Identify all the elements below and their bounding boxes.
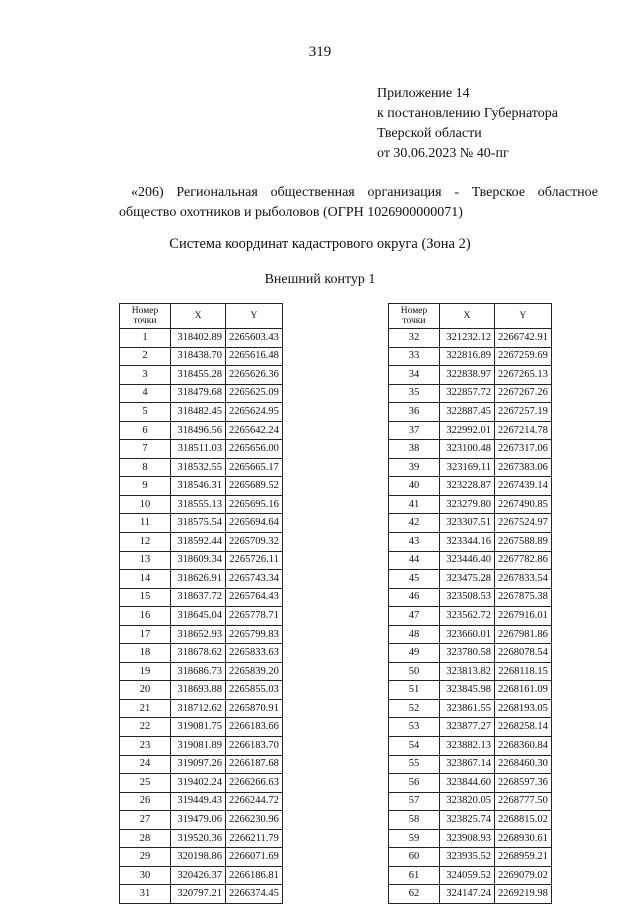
y-cell: 2267267.26	[495, 384, 552, 403]
table-row	[120, 477, 283, 496]
table-row	[120, 755, 283, 774]
point-number-cell: 28	[120, 829, 171, 848]
y-cell: 2267214.78	[495, 421, 552, 440]
point-number-cell: 62	[389, 885, 440, 904]
x-cell: 318626.91	[171, 570, 226, 589]
coordinate-system-title: Система координат кадастрового округа (Зона 2)	[169, 236, 471, 252]
point-number-cell: 5	[120, 403, 171, 422]
x-header: X	[171, 304, 226, 329]
y-cell: 2268597.36	[495, 774, 552, 793]
y-cell: 2267265.13	[495, 366, 552, 385]
y-cell: 2267916.01	[495, 607, 552, 626]
point-number-cell: 46	[389, 588, 440, 607]
point-number-cell: 32	[389, 329, 440, 348]
x-cell: 318712.62	[171, 699, 226, 718]
point-number-cell: 1	[120, 329, 171, 348]
y-cell: 2265656.00	[226, 440, 283, 459]
x-cell: 323307.51	[440, 514, 495, 533]
table-row	[120, 458, 283, 477]
x-cell: 323562.72	[440, 607, 495, 626]
y-cell: 2265626.36	[226, 366, 283, 385]
x-cell: 323820.05	[440, 792, 495, 811]
table-row	[120, 421, 283, 440]
y-cell: 2265839.20	[226, 662, 283, 681]
table-row	[389, 774, 552, 793]
x-cell: 318645.04	[171, 607, 226, 626]
appendix-line: к постановлению Губернатора	[377, 106, 558, 121]
y-cell: 2268193.05	[495, 699, 552, 718]
y-cell: 2268258.14	[495, 718, 552, 737]
x-cell: 323845.98	[440, 681, 495, 700]
x-cell: 318637.72	[171, 588, 226, 607]
x-cell: 320426.37	[171, 866, 226, 885]
point-number-cell: 37	[389, 421, 440, 440]
table-row	[389, 533, 552, 552]
point-number-cell: 30	[120, 866, 171, 885]
table-header-row	[120, 304, 283, 329]
point-number-cell: 56	[389, 774, 440, 793]
y-cell: 2265764.43	[226, 588, 283, 607]
point-number-cell: 41	[389, 495, 440, 514]
point-number-cell: 11	[120, 514, 171, 533]
x-cell: 319402.24	[171, 774, 226, 793]
point-number-cell: 48	[389, 625, 440, 644]
y-cell: 2268777.50	[495, 792, 552, 811]
point-number-cell: 59	[389, 829, 440, 848]
appendix-line: Приложение 14	[377, 86, 470, 101]
table-row	[120, 885, 283, 904]
point-number-cell: 44	[389, 551, 440, 570]
x-cell: 319520.36	[171, 829, 226, 848]
point-number-cell: 49	[389, 644, 440, 663]
point-number-cell: 6	[120, 421, 171, 440]
x-cell: 318592.44	[171, 533, 226, 552]
point-number-cell: 33	[389, 347, 440, 366]
x-cell: 318511.03	[171, 440, 226, 459]
y-cell: 2269219.98	[495, 885, 552, 904]
point-number-cell: 16	[120, 607, 171, 626]
table-row	[120, 570, 283, 589]
x-cell: 318678.62	[171, 644, 226, 663]
table-row	[389, 737, 552, 756]
y-cell: 2268930.61	[495, 829, 552, 848]
x-cell: 318532.55	[171, 458, 226, 477]
y-cell: 2267317.06	[495, 440, 552, 459]
point-number-cell: 7	[120, 440, 171, 459]
table-row	[120, 384, 283, 403]
table-row	[120, 811, 283, 830]
table-row	[389, 866, 552, 885]
point-number-cell: 25	[120, 774, 171, 793]
x-cell: 319097.26	[171, 755, 226, 774]
x-cell: 318546.31	[171, 477, 226, 496]
table-row	[120, 366, 283, 385]
point-number-cell: 10	[120, 495, 171, 514]
coordinates-table-left	[119, 303, 283, 904]
point-number-cell: 26	[120, 792, 171, 811]
y-cell: 2267259.69	[495, 347, 552, 366]
table-row	[389, 718, 552, 737]
table-row	[389, 848, 552, 867]
y-cell: 2266186.81	[226, 866, 283, 885]
x-cell: 323867.14	[440, 755, 495, 774]
point-number-cell: 38	[389, 440, 440, 459]
table-row	[120, 347, 283, 366]
x-cell: 319479.06	[171, 811, 226, 830]
y-cell: 2267383.06	[495, 458, 552, 477]
point-number-cell: 18	[120, 644, 171, 663]
coordinates-table-right	[388, 303, 552, 904]
y-cell: 2267833.54	[495, 570, 552, 589]
y-cell: 2265799.83	[226, 625, 283, 644]
x-cell: 323169.11	[440, 458, 495, 477]
y-header: Y	[226, 304, 283, 329]
table-row	[120, 514, 283, 533]
table-row	[389, 514, 552, 533]
y-cell: 2267439.14	[495, 477, 552, 496]
y-cell: 2265694.64	[226, 514, 283, 533]
point-number-cell: 9	[120, 477, 171, 496]
x-cell: 323861.55	[440, 699, 495, 718]
table-row	[389, 440, 552, 459]
appendix-line: от 30.06.2023 № 40-пг	[377, 146, 509, 161]
table-row	[389, 366, 552, 385]
x-cell: 323228.87	[440, 477, 495, 496]
x-cell: 318455.28	[171, 366, 226, 385]
table-row	[120, 829, 283, 848]
table-row	[120, 644, 283, 663]
y-cell: 2265743.34	[226, 570, 283, 589]
point-number-cell: 53	[389, 718, 440, 737]
appendix-header	[377, 84, 558, 164]
x-cell: 322887.45	[440, 403, 495, 422]
y-cell: 2266211.79	[226, 829, 283, 848]
table-row	[389, 829, 552, 848]
table-row	[120, 551, 283, 570]
y-cell: 2267588.89	[495, 533, 552, 552]
y-cell: 2268118.15	[495, 662, 552, 681]
table-row	[120, 774, 283, 793]
y-cell: 2265726.11	[226, 551, 283, 570]
x-cell: 318652.93	[171, 625, 226, 644]
x-cell: 318686.73	[171, 662, 226, 681]
table-row	[389, 384, 552, 403]
table-row	[389, 477, 552, 496]
y-cell: 2266742.91	[495, 329, 552, 348]
y-cell: 2268460.30	[495, 755, 552, 774]
point-number-cell: 47	[389, 607, 440, 626]
x-cell: 318479.68	[171, 384, 226, 403]
point-number-cell: 36	[389, 403, 440, 422]
y-cell: 2268161.09	[495, 681, 552, 700]
table-row	[389, 347, 552, 366]
point-number-cell: 3	[120, 366, 171, 385]
x-cell: 319449.43	[171, 792, 226, 811]
x-cell: 322816.89	[440, 347, 495, 366]
x-cell: 323508.53	[440, 588, 495, 607]
contour-title: Внешний контур 1	[264, 272, 376, 287]
point-number-cell: 13	[120, 551, 171, 570]
table-row	[389, 588, 552, 607]
x-cell: 322992.01	[440, 421, 495, 440]
y-cell: 2265603.43	[226, 329, 283, 348]
table-row	[120, 495, 283, 514]
x-cell: 323660.01	[440, 625, 495, 644]
y-cell: 2265695.16	[226, 495, 283, 514]
x-cell: 318438.70	[171, 347, 226, 366]
x-cell: 319081.75	[171, 718, 226, 737]
point-number-cell: 40	[389, 477, 440, 496]
y-cell: 2266230.96	[226, 811, 283, 830]
y-cell: 2267257.19	[495, 403, 552, 422]
y-header: Y	[495, 304, 552, 329]
x-cell: 323446.40	[440, 551, 495, 570]
table-row	[389, 755, 552, 774]
x-cell: 323844.60	[440, 774, 495, 793]
point-number-cell: 50	[389, 662, 440, 681]
point-number-cell: 20	[120, 681, 171, 700]
table-row	[389, 699, 552, 718]
point-number-cell: 2	[120, 347, 171, 366]
x-cell: 322838.97	[440, 366, 495, 385]
x-cell: 318555.13	[171, 495, 226, 514]
x-header: X	[440, 304, 495, 329]
point-number-cell: 39	[389, 458, 440, 477]
y-cell: 2265855.03	[226, 681, 283, 700]
table-row	[389, 681, 552, 700]
table-row	[389, 403, 552, 422]
x-cell: 318609.34	[171, 551, 226, 570]
y-cell: 2266071.69	[226, 848, 283, 867]
organization-text: «206) Региональная общественная организация - Тверское областное общество охотников и рыболовов (ОГРН 1026900000071)	[119, 185, 598, 220]
point-number-cell: 35	[389, 384, 440, 403]
point-number-cell: 43	[389, 533, 440, 552]
y-cell: 2268815.02	[495, 811, 552, 830]
point-number-cell: 45	[389, 570, 440, 589]
y-cell: 2265624.95	[226, 403, 283, 422]
table-row	[389, 792, 552, 811]
table-row	[120, 533, 283, 552]
point-number-cell: 55	[389, 755, 440, 774]
x-cell: 323882.13	[440, 737, 495, 756]
table-row	[120, 681, 283, 700]
point-number-cell: 54	[389, 737, 440, 756]
y-cell: 2265833.63	[226, 644, 283, 663]
table-row	[120, 329, 283, 348]
point-number-cell: 24	[120, 755, 171, 774]
point-number-cell: 42	[389, 514, 440, 533]
point-number-cell: 29	[120, 848, 171, 867]
y-cell: 2267981.86	[495, 625, 552, 644]
x-cell: 323279.80	[440, 495, 495, 514]
point-number-cell: 14	[120, 570, 171, 589]
x-cell: 318496.56	[171, 421, 226, 440]
y-cell: 2267782.86	[495, 551, 552, 570]
table-row	[389, 458, 552, 477]
table-row	[120, 403, 283, 422]
point-number-cell: 22	[120, 718, 171, 737]
x-cell: 320198.86	[171, 848, 226, 867]
x-cell: 323935.52	[440, 848, 495, 867]
x-cell: 318402.89	[171, 329, 226, 348]
table-row	[389, 495, 552, 514]
y-cell: 2265625.09	[226, 384, 283, 403]
y-cell: 2265665.17	[226, 458, 283, 477]
y-cell: 2265709.32	[226, 533, 283, 552]
table-header-row	[389, 304, 552, 329]
y-cell: 2268360.84	[495, 737, 552, 756]
x-cell: 322857.72	[440, 384, 495, 403]
y-cell: 2269079.02	[495, 866, 552, 885]
point-number-cell: 4	[120, 384, 171, 403]
x-cell: 323344.16	[440, 533, 495, 552]
y-cell: 2266266.63	[226, 774, 283, 793]
point-number-cell: 19	[120, 662, 171, 681]
table-row	[120, 718, 283, 737]
point-number-header: Номер точки	[389, 304, 440, 329]
table-row	[389, 885, 552, 904]
x-cell: 323475.28	[440, 570, 495, 589]
point-number-cell: 61	[389, 866, 440, 885]
table-row	[120, 662, 283, 681]
point-number-cell: 51	[389, 681, 440, 700]
table-row	[389, 662, 552, 681]
point-number-cell: 52	[389, 699, 440, 718]
point-number-cell: 58	[389, 811, 440, 830]
x-cell: 319081.89	[171, 737, 226, 756]
table-row	[120, 440, 283, 459]
y-cell: 2266183.66	[226, 718, 283, 737]
y-cell: 2268959.21	[495, 848, 552, 867]
point-number-cell: 60	[389, 848, 440, 867]
point-number-cell: 23	[120, 737, 171, 756]
x-cell: 323877.27	[440, 718, 495, 737]
table-row	[120, 607, 283, 626]
y-cell: 2265778.71	[226, 607, 283, 626]
table-row	[120, 866, 283, 885]
y-cell: 2268078.54	[495, 644, 552, 663]
y-cell: 2265642.24	[226, 421, 283, 440]
point-number-cell: 31	[120, 885, 171, 904]
point-number-cell: 17	[120, 625, 171, 644]
y-cell: 2267875.38	[495, 588, 552, 607]
y-cell: 2266187.68	[226, 755, 283, 774]
x-cell: 318575.54	[171, 514, 226, 533]
y-cell: 2265689.52	[226, 477, 283, 496]
point-number-cell: 8	[120, 458, 171, 477]
y-cell: 2267490.85	[495, 495, 552, 514]
table-row	[120, 737, 283, 756]
table-row	[120, 792, 283, 811]
point-number-cell: 57	[389, 792, 440, 811]
y-cell: 2265616.48	[226, 347, 283, 366]
point-number-cell: 12	[120, 533, 171, 552]
x-cell: 324147.24	[440, 885, 495, 904]
x-cell: 323780.58	[440, 644, 495, 663]
table-row	[120, 625, 283, 644]
page-number: 319	[308, 44, 332, 60]
y-cell: 2266244.72	[226, 792, 283, 811]
point-number-header: Номер точки	[120, 304, 171, 329]
point-number-cell: 34	[389, 366, 440, 385]
point-number-cell: 21	[120, 699, 171, 718]
point-number-cell: 15	[120, 588, 171, 607]
table-row	[389, 625, 552, 644]
x-cell: 323825.74	[440, 811, 495, 830]
y-cell: 2265870.91	[226, 699, 283, 718]
x-cell: 320797.21	[171, 885, 226, 904]
x-cell: 321232.12	[440, 329, 495, 348]
table-row	[389, 607, 552, 626]
x-cell: 318693.88	[171, 681, 226, 700]
table-row	[120, 848, 283, 867]
table-row	[389, 329, 552, 348]
x-cell: 323908.93	[440, 829, 495, 848]
table-row	[389, 811, 552, 830]
y-cell: 2266183.70	[226, 737, 283, 756]
table-row	[120, 588, 283, 607]
y-cell: 2266374.45	[226, 885, 283, 904]
table-row	[389, 421, 552, 440]
x-cell: 323100.48	[440, 440, 495, 459]
appendix-line: Тверской области	[377, 126, 482, 141]
table-row	[120, 699, 283, 718]
point-number-cell: 27	[120, 811, 171, 830]
table-row	[389, 644, 552, 663]
table-row	[389, 551, 552, 570]
x-cell: 323813.82	[440, 662, 495, 681]
x-cell: 318482.45	[171, 403, 226, 422]
x-cell: 324059.52	[440, 866, 495, 885]
y-cell: 2267524.97	[495, 514, 552, 533]
table-row	[389, 570, 552, 589]
